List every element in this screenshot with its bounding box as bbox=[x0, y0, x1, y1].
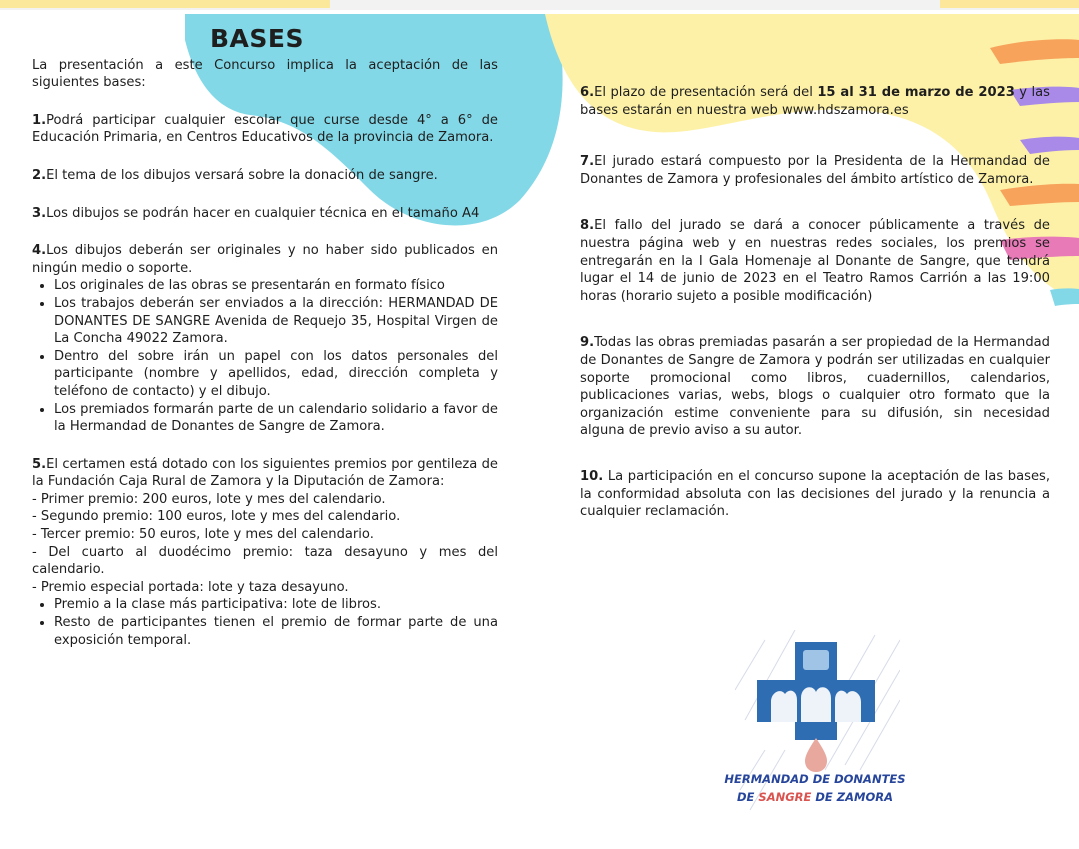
base-9-number: 9. bbox=[580, 335, 595, 351]
base-8-number: 8. bbox=[580, 218, 595, 234]
base-7 bbox=[580, 153, 1050, 188]
base-6-text-pre: El plazo de presentación será del bbox=[594, 85, 818, 100]
base-1-text: Podrá participar cualquier escolar que curse desde 4° a 6° de Educación Primaria, en Centros Educativos de la provincia de Zamora. bbox=[32, 112, 498, 146]
base-9-text: Todas las obras premiadas pasarán a ser propiedad de la Hermandad de Donantes de Sangre de Zamora y podrán ser utilizadas en cualquier soporte promocional como libros, cuadernillos, calendarios, publicaciones varias, webs, blogs o cualquier otro formato que la organización estime conveniente para su difusión, sin necesidad alguna de previo aviso a su autor. bbox=[580, 335, 1050, 439]
logo-caption bbox=[700, 770, 930, 806]
intro-text: La presentación a este Concurso implica la aceptación de las siguientes bases: bbox=[32, 57, 498, 91]
base-8-text: El fallo del jurado se dará a conocer públicamente a través de nuestra página web y en nuestras redes sociales, los premios se entregarán en la I Gala Homenaje al Donante de Sangre, que tendrá lugar el 14 de junio de 2023 en el Teatro Ramos Carrión a las 19:00 horas (horario sujeto a posible modificación) bbox=[580, 218, 1050, 304]
base-6-number: 6. bbox=[580, 85, 595, 100]
page-title: BASES bbox=[210, 24, 304, 53]
base-5-list bbox=[32, 596, 498, 649]
base-6-text-post: y las bases estarán en nuestra web www.hdszamora.es bbox=[580, 85, 1050, 118]
logo-line-2-a: DE bbox=[737, 790, 759, 804]
base-1-number: 1. bbox=[32, 112, 47, 128]
base-2-number: 2. bbox=[32, 167, 47, 183]
list-item: • Premio a la clase más participativa: lote de libros. bbox=[54, 596, 498, 614]
left-column bbox=[32, 24, 498, 649]
logo-line-2-b: SANGRE bbox=[758, 790, 812, 804]
base-10-text: La participación en el concurso supone la aceptación de las bases, la conformidad absoluta con las decisiones del jurado y la renuncia a cualquier reclamación. bbox=[580, 468, 1050, 520]
logo-line-1: HERMANDAD DE DONANTES bbox=[724, 772, 906, 786]
base-5 bbox=[32, 456, 498, 491]
cyan-stroke bbox=[1050, 288, 1079, 306]
base-6 bbox=[580, 84, 1050, 119]
prize-item: - Segundo premio: 100 euros, lote y mes del calendario. bbox=[32, 509, 401, 525]
base-4-list bbox=[32, 277, 498, 435]
base-10-number: 10. bbox=[580, 468, 604, 484]
list-item: • Resto de participantes tienen el premio de formar parte de una exposición temporal. bbox=[54, 614, 498, 649]
right-column bbox=[580, 84, 1050, 541]
base-3 bbox=[32, 205, 498, 223]
top-right-yellow-edge bbox=[940, 0, 1079, 8]
base-4 bbox=[32, 242, 498, 277]
base-1 bbox=[32, 112, 498, 147]
base-2-text: El tema de los dibujos versará sobre la donación de sangre. bbox=[46, 167, 438, 183]
base-4-number: 4. bbox=[32, 243, 47, 259]
list-item: • Los trabajos deberán ser enviados a la dirección: HERMANDAD DE DONANTES DE SANGRE Avenida de Requejo 35, Hospital Virgen de La Concha 49022 Zamora. bbox=[54, 295, 498, 348]
base-3-text: Los dibujos se podrán hacer en cualquier técnica en el tamaño A4 bbox=[46, 205, 480, 221]
blood-drop bbox=[805, 738, 827, 772]
base-8 bbox=[580, 217, 1050, 305]
base-5-text: El certamen está dotado con los siguientes premios por gentileza de la Fundación Caja Rural de Zamora y la Diputación de Zamora: bbox=[32, 456, 498, 490]
prize-item: - Tercer premio: 50 euros, lote y mes del calendario. bbox=[32, 527, 374, 543]
base-4-text: Los dibujos deberán ser originales y no haber sido publicados en ningún medio o soporte. bbox=[32, 243, 498, 276]
prize-item: - Del cuarto al duodécimo premio: taza desayuno y mes del calendario. bbox=[32, 544, 498, 578]
top-yellow-edge bbox=[0, 0, 330, 8]
base-10 bbox=[580, 468, 1050, 521]
list-item: • Dentro del sobre irán un papel con los datos personales del participante (nombre y apellidos, edad, dirección completa y teléfono de contacto) y el dibujo. bbox=[54, 348, 498, 401]
list-item: • Los premiados formarán parte de un calendario solidario a favor de la Hermandad de Donantes de Sangre de Zamora. bbox=[54, 401, 498, 436]
base-7-number: 7. bbox=[580, 154, 595, 170]
prize-item: - Premio especial portada: lote y taza desayuno. bbox=[32, 579, 349, 595]
logo-line-2-c: DE ZAMORA bbox=[811, 790, 893, 804]
base-2 bbox=[32, 167, 498, 185]
base-5-number: 5. bbox=[32, 456, 47, 472]
base-7-text: El jurado estará compuesto por la Presidenta de la Hermandad de Donantes de Zamora y profesionales del ámbito artístico de Zamora. bbox=[580, 154, 1050, 187]
list-item: • Los originales de las obras se presentarán en formato físico bbox=[54, 277, 498, 295]
base-9 bbox=[580, 334, 1050, 440]
prize-item: - Primer premio: 200 euros, lote y mes del calendario. bbox=[32, 491, 386, 507]
base-6-dates: 15 al 31 de marzo de 2023 bbox=[817, 85, 1015, 100]
base-3-number: 3. bbox=[32, 205, 47, 221]
logo-line-2 bbox=[700, 788, 930, 806]
